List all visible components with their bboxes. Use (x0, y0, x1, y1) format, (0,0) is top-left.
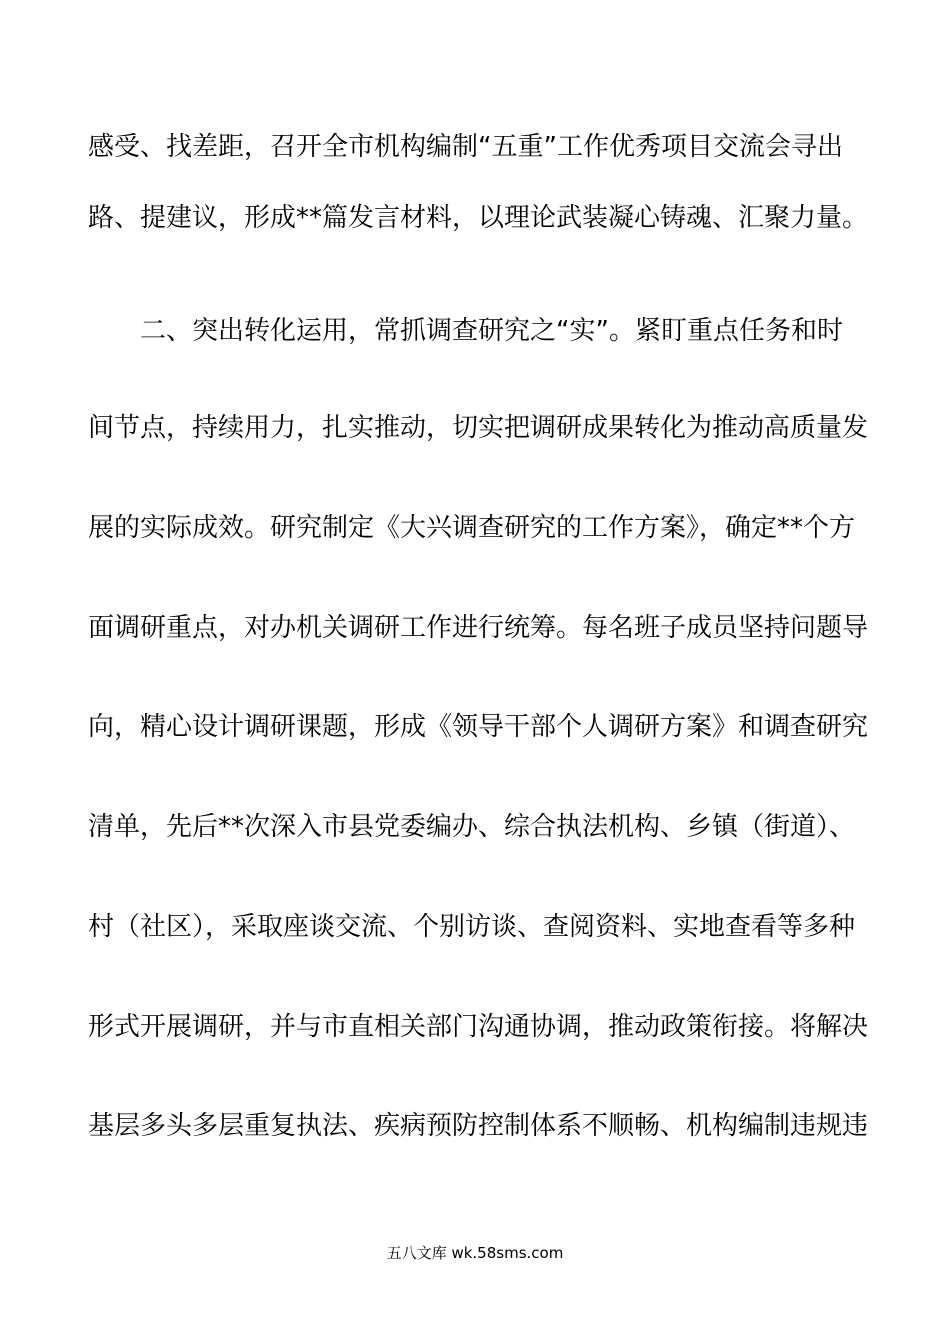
paragraph-line: 清单，先后**次深入市县党委编办、综合执法机构、乡镇（街道）、 (88, 812, 856, 842)
paragraph-line: 感受、找差距，召开全市机构编制“五重”工作优秀项目交流会寻出 (88, 132, 843, 162)
paragraph-line: 面调研重点，对办机关调研工作进行统筹。每名班子成员坚持问题导 (88, 613, 869, 643)
paragraph-line: 基层多头多层重复执法、疾病预防控制体系不顺畅、机构编制违规违 (88, 1111, 869, 1141)
paragraph-line: 展的实际成效。研究制定《大兴调查研究的工作方案》，确定**个方 (88, 513, 856, 543)
paragraph-line: 路、提建议，形成**篇发言材料，以理论武装凝心铸魂、汇聚力量。 (88, 203, 869, 233)
paragraph-line: 形式开展调研，并与市直相关部门沟通协调，推动政策衔接。将解决 (88, 1012, 869, 1042)
paragraph-line: 村（社区），采取座谈交流、个别访谈、查阅资料、实地查看等多种 (88, 912, 856, 942)
section-heading-line: 二、突出转化运用，常抓调查研究之“实”。紧盯重点任务和时 (140, 316, 843, 346)
paragraph-line: 间节点，持续用力，扎实推动，切实把调研成果转化为推动高质量发 (88, 413, 869, 443)
footer-watermark: 五八文库 wk.58sms.com (386, 1244, 564, 1262)
paragraph-line: 向，精心设计调研课题，形成《领导干部个人调研方案》和调查研究 (88, 712, 869, 742)
